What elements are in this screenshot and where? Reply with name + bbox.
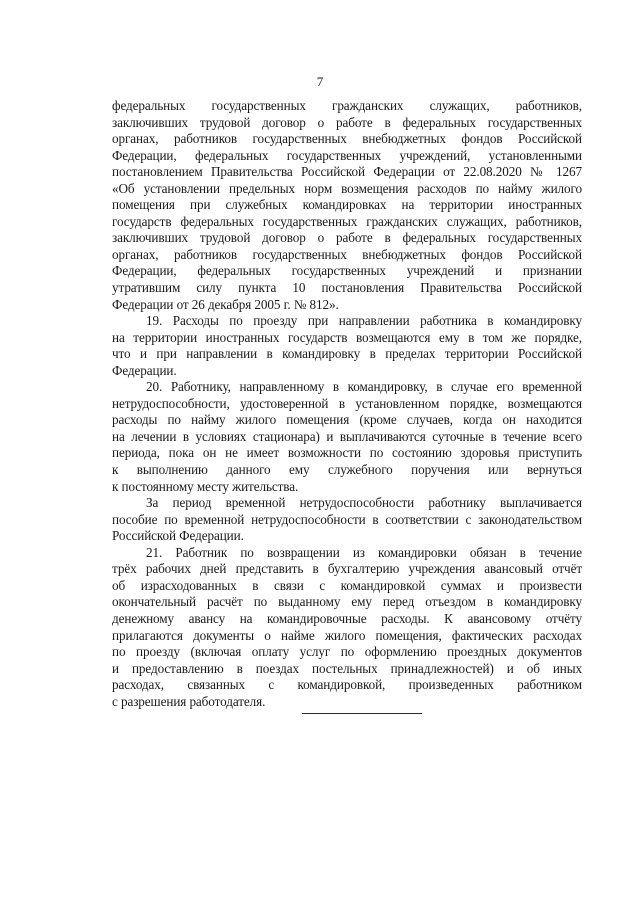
text-line: пособие по временной нетрудоспособности в соответствии с законодательством: [112, 511, 582, 527]
text-line: Федерации от 26 декабря 2005 г. № 812».: [112, 296, 339, 312]
text-line: утратившим силу пункта 10 постановления Правительства Российской: [112, 280, 582, 296]
text-line: что и при направлении в командировку в пределах территории Российской: [112, 346, 582, 362]
text-line: расходы по найму жилого помещения (кроме случаев, когда он находится: [112, 412, 582, 428]
text-line: с разрешения работодателя.: [112, 693, 266, 709]
text-line: Российской Федерации.: [112, 528, 244, 544]
text-line: периода, пока он не имеет возможности по состоянию здоровья приступить: [112, 445, 582, 461]
paragraph-20: [112, 379, 582, 495]
paragraph-18-continuation: [112, 98, 582, 313]
text-line: к постоянному месту жительства.: [112, 478, 299, 494]
text-line: на лечении в условиях стационара) и выплачиваются суточные в течение всего: [112, 428, 582, 444]
text-line: помещения при служебных командировках на территории иностранных: [112, 197, 582, 213]
text-line: трёх рабочих дней представить в бухгалтерию учреждения авансовый отчёт: [112, 561, 582, 577]
text-line: За период временной нетрудоспособности работнику выплачивается: [146, 495, 582, 511]
text-line: к выполнению данного ему служебного поручения или вернуться: [112, 462, 582, 478]
text-line: Федерации, федеральных государственных учреждений, установленными: [112, 147, 582, 163]
document-body: [112, 98, 582, 710]
text-line: органах, работников государственных внебюджетных фондов Российской: [112, 246, 582, 262]
text-line: расходах, связанных с командировкой, произведенных работником: [112, 677, 582, 693]
text-line: нетрудоспособности, удостоверенной в установленном порядке, возмещаются: [112, 395, 582, 411]
paragraph-20-sickness-benefit: [112, 495, 582, 545]
text-line: постановлением Правительства Российской Федерации от 22.08.2020 № 1267: [112, 164, 582, 180]
text-line: заключивших трудовой договор о работе в федеральных государственных: [112, 230, 582, 246]
text-line: по проезду (включая оплату услуг по оформлению проездных документов: [112, 644, 582, 660]
text-line: 21. Работник по возвращении из командировки обязан в течение: [146, 544, 582, 560]
paragraph-19: [112, 313, 582, 379]
text-line: об израсходованных в связи с командировкой суммах и произвести: [112, 577, 582, 593]
text-line: федеральных государственных гражданских служащих, работников,: [112, 98, 582, 113]
paragraph-21: [112, 545, 582, 710]
text-line: заключивших трудовой договор о работе в федеральных государственных: [112, 114, 582, 130]
end-divider-line: [302, 713, 422, 714]
page-number: 7: [316, 74, 324, 89]
text-line: Федерации.: [112, 362, 177, 378]
text-line: денежному авансу на командировочные расходы. К авансовому отчёту: [112, 610, 582, 626]
text-line: окончательный расчёт по выданному ему перед отъездом в командировку: [112, 594, 582, 610]
text-line: 20. Работнику, направленному в командировку, в случае его временной: [146, 379, 582, 395]
text-line: государств федеральных государственных гражданских служащих, работников,: [112, 213, 582, 229]
text-line: Федерации, федеральных государственных учреждений и признании: [112, 263, 582, 279]
text-line: «Об установлении предельных норм возмещения расходов по найму жилого: [112, 180, 582, 196]
text-line: и предоставлению в поездах постельных принадлежностей) и об иных: [112, 660, 582, 676]
text-line: прилагаются документы о найме жилого помещения, фактических расходах: [112, 627, 582, 643]
text-line: 19. Расходы по проезду при направлении работника в командировку: [146, 313, 582, 329]
text-line: органах, работников государственных внебюджетных фондов Российской: [112, 131, 582, 147]
text-line: на территории иностранных государств возмещаются ему в том же порядке,: [112, 329, 582, 345]
